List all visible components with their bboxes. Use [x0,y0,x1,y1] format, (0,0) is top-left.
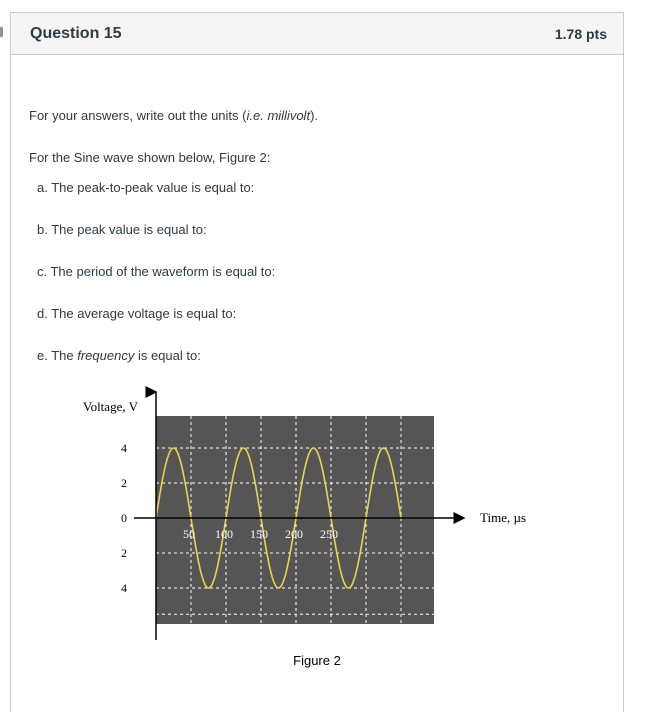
x-tick-label: 50 [183,527,195,541]
question-title: Question 15 [30,24,122,42]
y-axis-label: Voltage, V [82,399,138,414]
x-tick-label: 200 [285,527,303,541]
y-tick-label: 2 [121,546,127,560]
y-tick-label: 0 [121,511,127,525]
item-a: a. The peak-to-peak value is equal to: [37,180,255,195]
oscilloscope-chart [62,374,542,668]
units-instruction-text: For your answers, write out the units ( [29,108,247,123]
units-example: i.e. millivolt [246,108,311,123]
question-header [11,13,623,55]
item-e-frequency: frequency [77,348,135,363]
units-instruction [29,108,318,123]
figure-caption: Figure 2 [293,653,341,668]
item-d: d. The average voltage is equal to: [37,306,237,321]
question-points: 1.78 pts [554,25,607,42]
x-tick-label: 250 [320,527,338,541]
x-tick-label: 100 [215,527,233,541]
x-axis-label: Time, µs [480,510,527,525]
y-tick-labels [121,441,127,595]
y-tick-label: 4 [121,441,127,455]
item-e-text: e. The [37,348,78,363]
item-e-end: is equal to: [134,348,201,363]
question-prompt: For the Sine wave shown below, Figure 2: [29,150,271,165]
left-edge-marker [0,27,3,37]
x-tick-label: 150 [250,527,268,541]
item-e [37,348,201,363]
units-instruction-end: ). [310,108,319,123]
y-tick-label: 4 [121,581,127,595]
y-tick-label: 2 [121,476,127,490]
item-b: b. The peak value is equal to: [37,222,207,237]
sine-wave-figure [62,374,542,668]
item-c: c. The period of the waveform is equal to: [37,264,276,279]
